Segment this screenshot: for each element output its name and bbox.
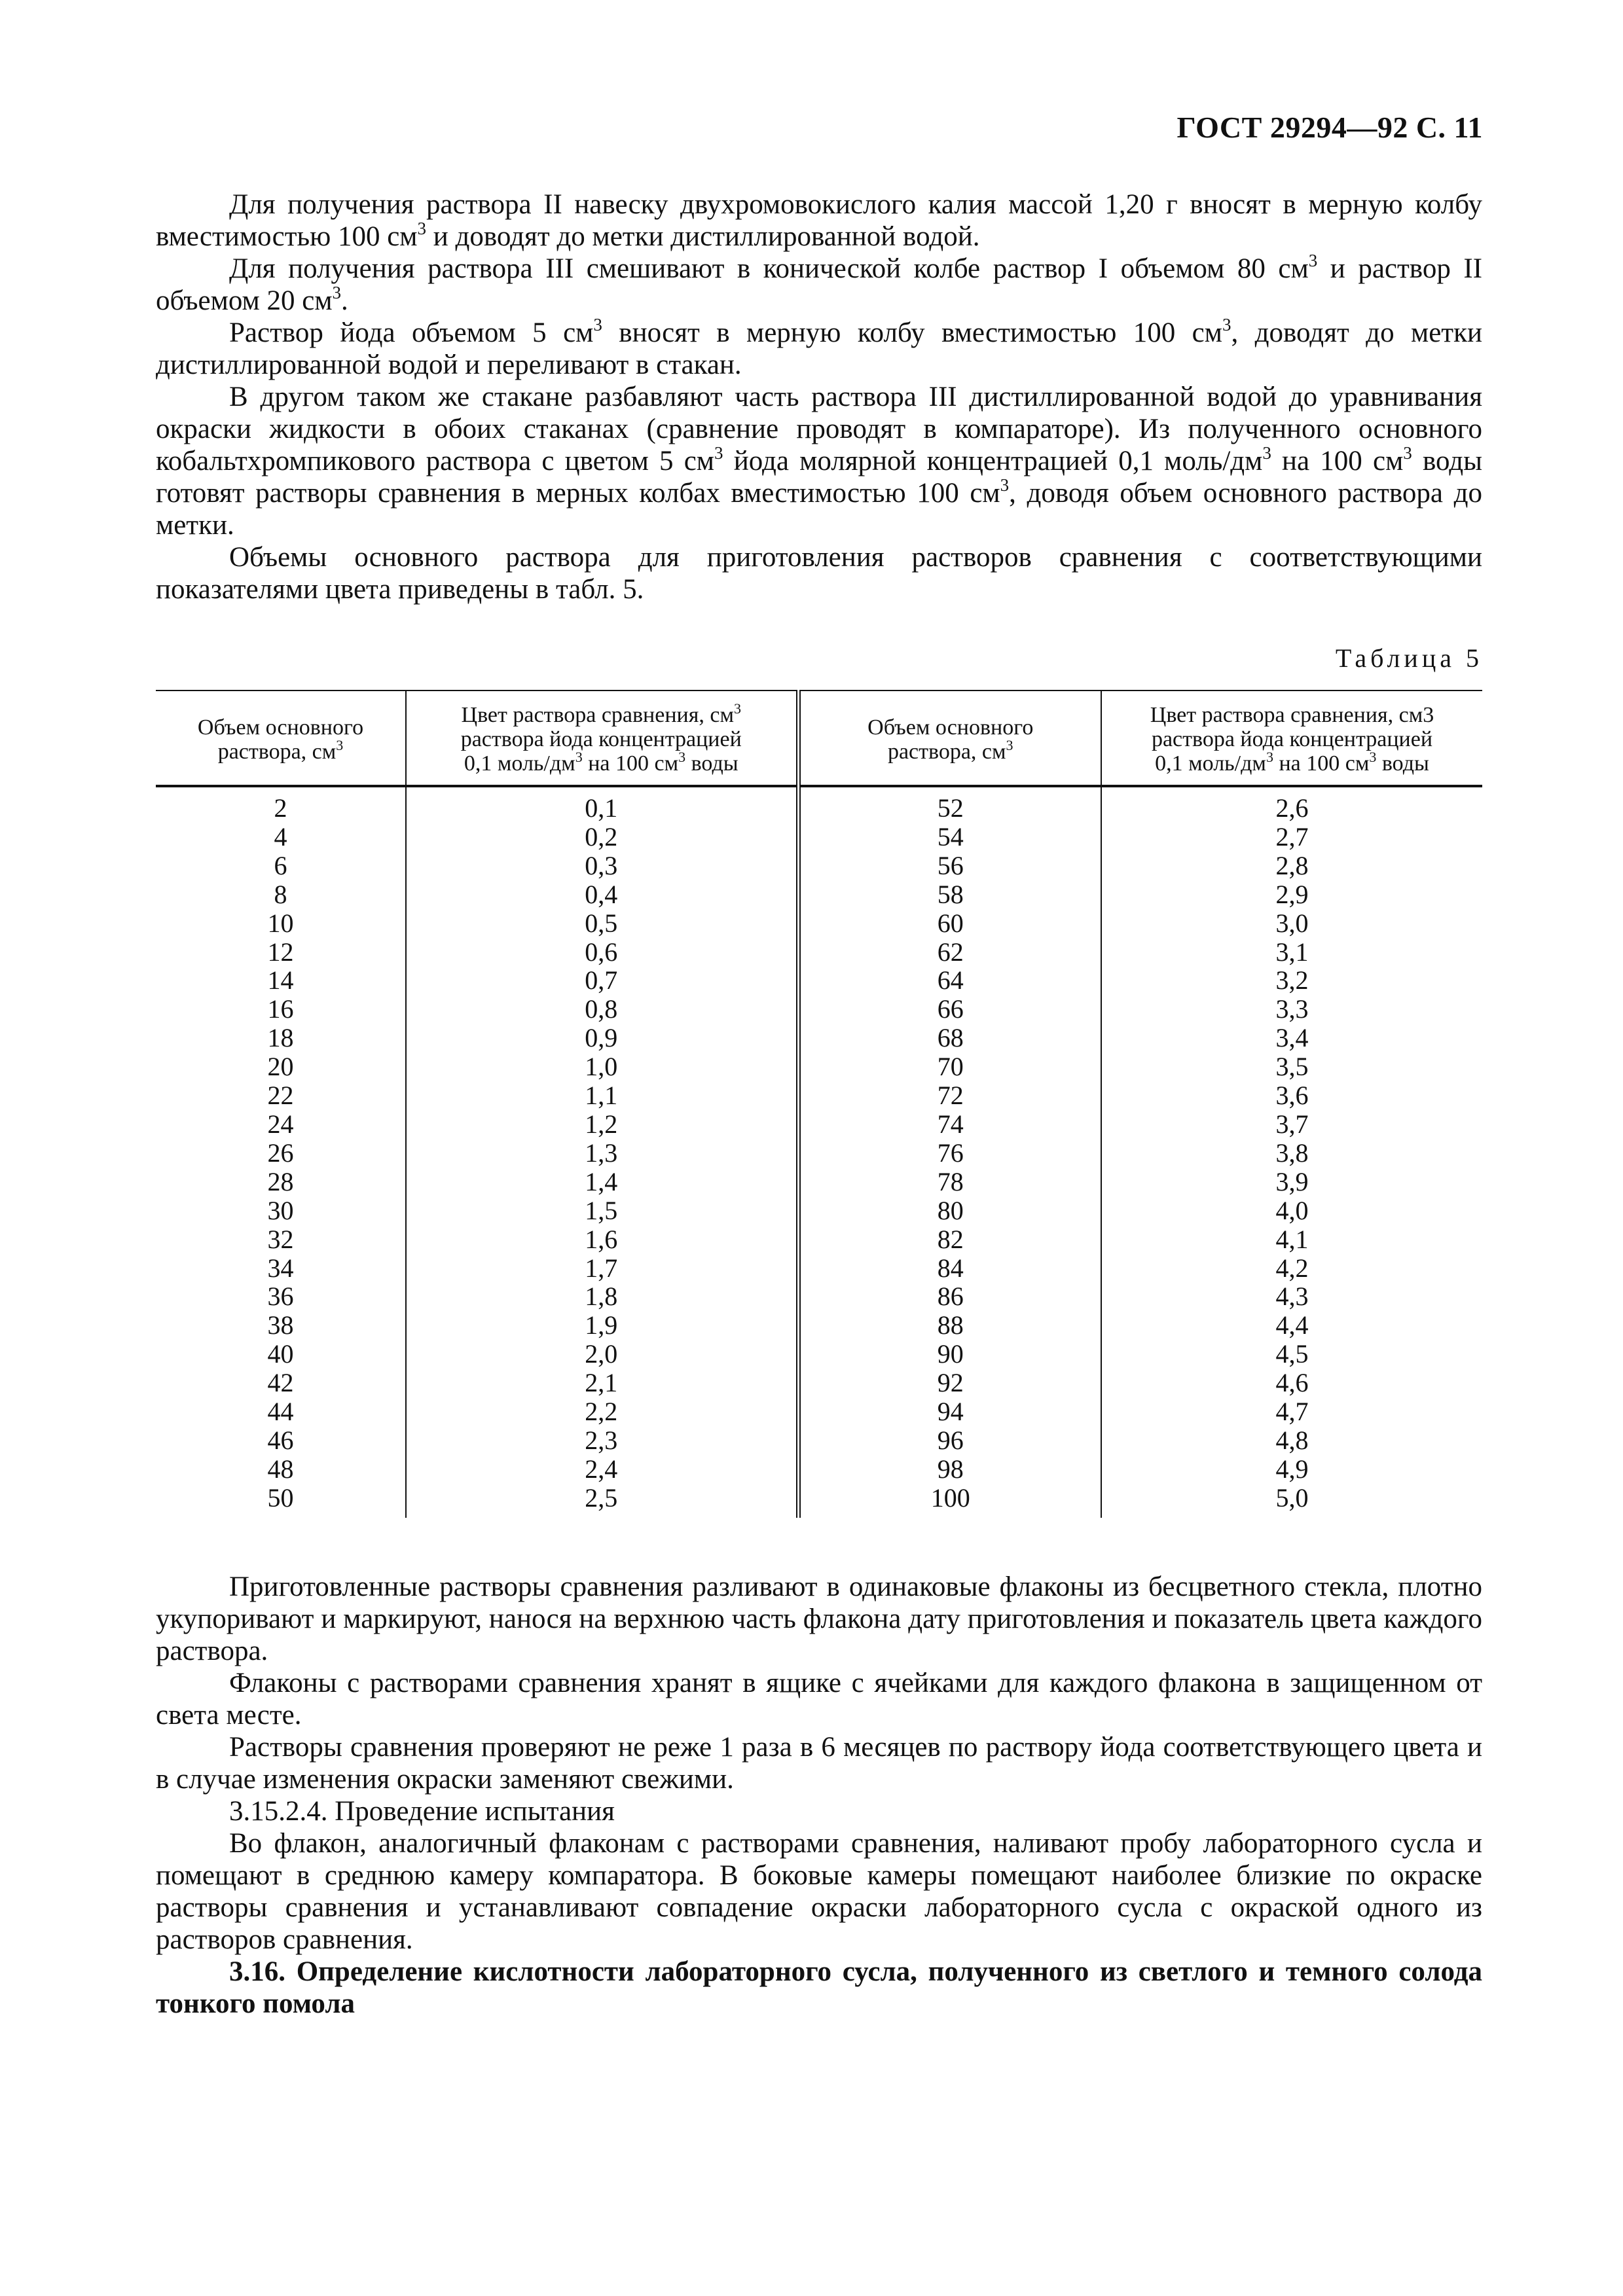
- table-cell: 64: [798, 966, 1101, 995]
- table-cell: 74: [798, 1110, 1101, 1139]
- table-cell: 52: [798, 786, 1101, 823]
- table-cell: 0,9: [406, 1024, 798, 1052]
- column-header: Объем основного раствора, $см^3$: [798, 691, 1101, 786]
- table-cell: 54: [798, 823, 1101, 852]
- table-cell: 62: [798, 938, 1101, 967]
- table-cell: 22: [267, 1081, 294, 1111]
- table-cell: 1,8: [406, 1282, 798, 1311]
- table-row: [156, 1168, 1482, 1196]
- table-cell: 60: [798, 909, 1101, 938]
- table-cell: 4,7: [1101, 1397, 1482, 1426]
- table-row: [156, 880, 1482, 909]
- paragraph: Приготовленные растворы сравнения разливают в одинаковые флаконы из бесцветного стекла, плотно укупоривают и маркируют, нанося на верхнюю часть флакона дату приготовления и показатель цвета каждого раствора.: [156, 1571, 1482, 1666]
- paragraph: Для получения раствора III смешивают в конической колбе раствор I объемом 80 $см^3$ и раствор II объемом 20 $см^3$.: [156, 251, 1483, 316]
- table-cell: 1,3: [406, 1139, 798, 1168]
- table-cell: 2: [274, 793, 287, 823]
- table-cell: 24: [267, 1109, 294, 1139]
- table-cell: 94: [798, 1397, 1101, 1426]
- table-caption: Таблица 5: [1335, 643, 1483, 673]
- table-cell: 0,7: [406, 966, 798, 995]
- table-row: [156, 823, 1482, 852]
- table-cell: 2,0: [406, 1340, 798, 1369]
- table-row: [156, 1139, 1482, 1168]
- table-row: [156, 786, 1482, 823]
- table-cell: 88: [798, 1311, 1101, 1340]
- table-cell: 4,3: [1101, 1282, 1482, 1311]
- page-header: ГОСТ 29294—92 С. 11: [1176, 111, 1483, 144]
- table-cell: 58: [798, 880, 1101, 909]
- table-row: [156, 1196, 1482, 1225]
- table-row: [156, 1484, 1482, 1518]
- table-cell: 14: [267, 965, 294, 996]
- table-cell: 3,5: [1101, 1052, 1482, 1081]
- table-row: [156, 1052, 1482, 1081]
- table-cell: 2,5: [406, 1484, 798, 1518]
- outro-text: [156, 1571, 1482, 2020]
- table-row: [156, 1426, 1482, 1455]
- table-cell: 0,4: [406, 880, 798, 909]
- table-cell: 20: [267, 1052, 294, 1082]
- table-cell: 1,9: [406, 1311, 798, 1340]
- table-cell: 0,5: [406, 909, 798, 938]
- paragraph: Раствор йода объемом 5 $см^3$ вносят в мерную колбу вместимостью 100 $см^3$, доводят до метки дистиллированной водой и переливают в стакан.: [156, 315, 1482, 380]
- table-row: [156, 1225, 1482, 1254]
- column-header: Объем основного раствора, $см^3$: [156, 691, 406, 786]
- paragraph: Растворы сравнения проверяют не реже 1 раза в 6 месяцев по раствору йода соответствующего цвета и в случае изменения окраски заменяют свежими.: [156, 1732, 1482, 1795]
- table-cell: 92: [798, 1369, 1101, 1397]
- table-cell: 3,0: [1101, 909, 1482, 938]
- table-cell: 8: [274, 879, 287, 909]
- paragraph: Во флакон, аналогичный флаконам с растворами сравнения, наливают пробу лабораторного сусла и помещают в среднюю камеру компаратора. В боковые камеры помещают наиболее близкие по окраске растворы сравнения и устанавливают совпадение окраски лабораторного сусла с окраской одного из растворов сравнения.: [156, 1828, 1482, 1955]
- table-cell: 34: [267, 1253, 294, 1283]
- column-header: Цвет раствора сравнения, $см^3$ раствора йода концентрацией 0,1 моль/$дм^3$ на 100 $см^3$ воды: [406, 691, 798, 786]
- table-cell: 68: [798, 1024, 1101, 1052]
- table-row: [156, 966, 1482, 995]
- table-cell: 3,6: [1101, 1081, 1482, 1110]
- table-cell: 30: [267, 1195, 294, 1225]
- table-cell: 4,8: [1101, 1426, 1482, 1455]
- table-row: [156, 1110, 1482, 1139]
- table-row: [156, 995, 1482, 1024]
- intro-text: [156, 188, 1482, 605]
- table-cell: 1,6: [406, 1225, 798, 1254]
- table-cell: 96: [798, 1426, 1101, 1455]
- table-cell: 48: [267, 1454, 294, 1484]
- table-cell: 26: [267, 1138, 294, 1168]
- table-cell: 1,1: [406, 1081, 798, 1110]
- table-cell: 38: [267, 1310, 294, 1340]
- table-cell: 36: [267, 1282, 294, 1312]
- table-cell: 2,1: [406, 1369, 798, 1397]
- table-cell: 2,9: [1101, 880, 1482, 909]
- table-cell: 84: [798, 1254, 1101, 1283]
- table-cell: 90: [798, 1340, 1101, 1369]
- paragraph: В другом таком же стакане разбавляют часть раствора III дистиллированной водой до уравнивания окраски жидкости в обоих стаканах (сравнение проводят в компараторе). Из полученного основного кобальтхромпикового раствора с цветом 5 $см^3$ йода молярной концентрацией 0,1 моль/$дм^3$ на 100 $см^3$ воды готовят растворы сравнения в мерных колбах вместимостью 100 $см^3$, доводя объем основного раствора до метки.: [156, 382, 1482, 541]
- table-cell: 46: [267, 1425, 294, 1455]
- subsection-title: 3.15.2.4. Проведение испытания: [229, 1796, 615, 1827]
- table-cell: 100: [798, 1484, 1101, 1518]
- table-cell: 1,2: [406, 1110, 798, 1139]
- table-cell: 32: [267, 1224, 294, 1254]
- table-cell: 40: [267, 1339, 294, 1369]
- data-table: [156, 690, 1482, 1518]
- table-cell: 3,4: [1101, 1024, 1482, 1052]
- table-cell: 2,7: [1101, 823, 1482, 852]
- table-cell: 3,7: [1101, 1110, 1482, 1139]
- table-cell: 4: [274, 821, 287, 852]
- table-cell: 28: [267, 1166, 294, 1196]
- paragraph: Объемы основного раствора для приготовления растворов сравнения с соответствующими показателями цвета приведены в табл. 5.: [156, 542, 1482, 605]
- table-cell: 0,3: [406, 852, 798, 880]
- paragraph: Флаконы с растворами сравнения хранят в ящике с ячейками для каждого флакона в защищенном от света месте.: [156, 1668, 1482, 1731]
- table-cell: 70: [798, 1052, 1101, 1081]
- table-cell: 2,2: [406, 1397, 798, 1426]
- table-cell: 42: [267, 1368, 294, 1398]
- table-cell: 4,5: [1101, 1340, 1482, 1369]
- table-row: [156, 938, 1482, 967]
- table-cell: 4,4: [1101, 1311, 1482, 1340]
- table-cell: 2,3: [406, 1426, 798, 1455]
- section-heading: 3.16. Определение кислотности лабораторного сусла, полученного из светлого и темного солода тонкого помола: [156, 1956, 1482, 2019]
- table-row: [156, 1340, 1482, 1369]
- table-cell: 16: [267, 994, 294, 1024]
- table-cell: 12: [267, 937, 294, 967]
- table-row: [156, 1024, 1482, 1052]
- table-cell: 0,1: [406, 786, 798, 823]
- table-cell: 6: [274, 850, 287, 880]
- table-row: [156, 1282, 1482, 1311]
- table-cell: 4,2: [1101, 1254, 1482, 1283]
- table-cell: 44: [267, 1397, 294, 1427]
- table-cell: 2,6: [1101, 786, 1482, 823]
- table-row: [156, 852, 1482, 880]
- table-cell: 0,6: [406, 938, 798, 967]
- paragraph: Для получения раствора II навеску двухромовокислого калия массой 1,20 г вносят в мерную колбу вместимостью 100 $см^3$ и доводят до метки дистиллированной водой.: [156, 189, 1482, 252]
- table-cell: 4,0: [1101, 1196, 1482, 1225]
- table-cell: 72: [798, 1081, 1101, 1110]
- table-row: [156, 1397, 1482, 1426]
- table-cell: 3,2: [1101, 966, 1482, 995]
- table-cell: 3,8: [1101, 1139, 1482, 1168]
- table-cell: 78: [798, 1168, 1101, 1196]
- table-cell: 2,8: [1101, 852, 1482, 880]
- column-header: Цвет раствора сравнения, см3 раствора йода концентрацией 0,1 моль/$дм^3$ на 100 $см^3$ воды: [1101, 691, 1482, 786]
- table-cell: 80: [798, 1196, 1101, 1225]
- table-cell: 10: [267, 908, 294, 938]
- table-cell: 3,3: [1101, 995, 1482, 1024]
- table-cell: 0,8: [406, 995, 798, 1024]
- table-cell: 56: [798, 852, 1101, 880]
- table-cell: 0,2: [406, 823, 798, 852]
- table-cell: 1,0: [406, 1052, 798, 1081]
- table-cell: 50: [267, 1482, 294, 1513]
- table-row: [156, 909, 1482, 938]
- table-cell: 86: [798, 1282, 1101, 1311]
- table-cell: 3,9: [1101, 1168, 1482, 1196]
- table-cell: 1,5: [406, 1196, 798, 1225]
- table-cell: 2,4: [406, 1455, 798, 1484]
- table-cell: 98: [798, 1455, 1101, 1484]
- table-row: [156, 1369, 1482, 1397]
- table-cell: 66: [798, 995, 1101, 1024]
- table-cell: 3,1: [1101, 938, 1482, 967]
- table-cell: 82: [798, 1225, 1101, 1254]
- table-cell: 18: [267, 1023, 294, 1053]
- table-row: [156, 1311, 1482, 1340]
- table-row: [156, 1455, 1482, 1484]
- table-row: [156, 1254, 1482, 1283]
- table-cell: 1,7: [406, 1254, 798, 1283]
- table-header-row: [156, 691, 1482, 786]
- table-cell: 4,9: [1101, 1455, 1482, 1484]
- table-row: [156, 1081, 1482, 1110]
- table-cell: 5,0: [1101, 1484, 1482, 1518]
- table-cell: 4,6: [1101, 1369, 1482, 1397]
- table-cell: 1,4: [406, 1168, 798, 1196]
- table-cell: 76: [798, 1139, 1101, 1168]
- table-cell: 4,1: [1101, 1225, 1482, 1254]
